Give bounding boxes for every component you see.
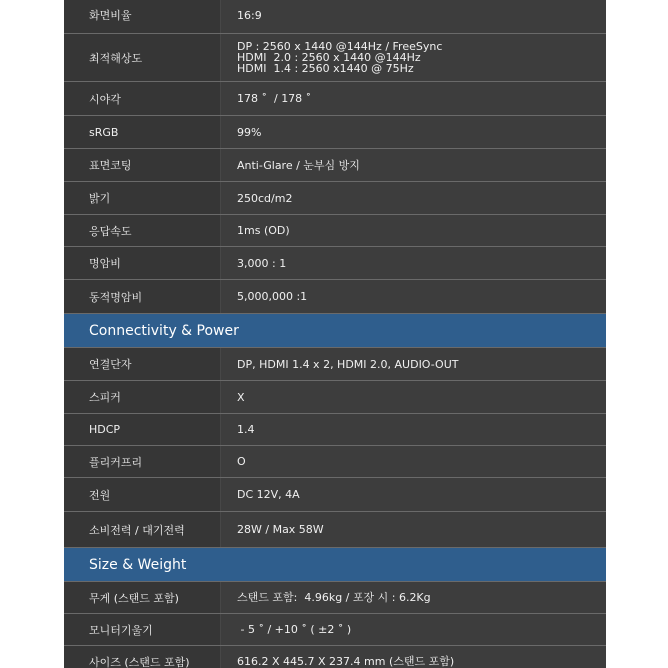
- spec-row: [64, 280, 606, 314]
- spec-value: [221, 0, 606, 33]
- spec-label: 표면코팅: [64, 149, 221, 181]
- spec-value-line: 5,000,000 :1: [237, 290, 308, 303]
- spec-row: [64, 381, 606, 414]
- spec-value: [221, 182, 606, 214]
- spec-row: [64, 446, 606, 478]
- spec-row: [64, 182, 606, 215]
- spec-value: [221, 646, 606, 668]
- spec-row: [64, 0, 606, 34]
- spec-value-line: - 5 ˚ / +10 ˚ ( ±2 ˚ ): [237, 623, 352, 636]
- section-header: Size & Weight: [64, 548, 606, 582]
- spec-value: [221, 247, 606, 279]
- spec-row: [64, 247, 606, 280]
- spec-value: [221, 82, 606, 115]
- spec-value-line: HDMI 2.0 : 2560 x 1440 @144Hz: [237, 51, 421, 64]
- spec-value-line: DP : 2560 x 1440 @144Hz / FreeSync: [237, 40, 443, 53]
- spec-label: 최적해상도: [64, 34, 221, 81]
- spec-sheet: [64, 0, 606, 668]
- spec-label: HDCP: [64, 414, 221, 445]
- spec-label: 동적명암비: [64, 280, 221, 313]
- spec-row: [64, 149, 606, 182]
- spec-row: [64, 614, 606, 646]
- spec-label: 소비전력 / 대기전력: [64, 512, 221, 547]
- spec-label: 모니터기울기: [64, 614, 221, 645]
- spec-value-line: 3,000 : 1: [237, 256, 287, 270]
- spec-row: [64, 646, 606, 668]
- spec-value: [221, 280, 606, 313]
- section-header: Connectivity & Power: [64, 314, 606, 348]
- spec-label: 명암비: [64, 247, 221, 279]
- spec-label: sRGB: [64, 116, 221, 148]
- spec-row: [64, 348, 606, 381]
- spec-label: 스피커: [64, 381, 221, 413]
- spec-value: [221, 116, 606, 148]
- spec-value-line: X: [237, 390, 245, 404]
- spec-value-line: HDMI 1.4 : 2560 x1440 @ 75Hz: [237, 62, 414, 75]
- spec-value: [221, 512, 606, 547]
- spec-value: [221, 381, 606, 413]
- spec-row: [64, 82, 606, 116]
- spec-value-line: 616.2 X 445.7 X 237.4 mm (스탠드 포함): [237, 655, 455, 668]
- spec-value-line: 스탠드 포함: 4.96kg / 포장 시 : 6.2Kg: [237, 591, 431, 604]
- spec-row: [64, 116, 606, 149]
- spec-row: [64, 512, 606, 548]
- spec-value: [221, 478, 606, 511]
- spec-label: 시야각: [64, 82, 221, 115]
- spec-value: [221, 614, 606, 645]
- spec-value-line: Anti-Glare / 눈부심 방지: [237, 158, 360, 172]
- spec-value-line: DP, HDMI 1.4 x 2, HDMI 2.0, AUDIO-OUT: [237, 357, 459, 371]
- spec-label: 밝기: [64, 182, 221, 214]
- spec-value-line: O: [237, 455, 246, 468]
- spec-value: [221, 414, 606, 445]
- spec-value: [221, 348, 606, 380]
- spec-label: 응답속도: [64, 215, 221, 246]
- spec-label: 전원: [64, 478, 221, 511]
- spec-value: [221, 446, 606, 477]
- spec-row: [64, 34, 606, 82]
- spec-value-line: 178 ˚ / 178 ˚: [237, 92, 312, 105]
- spec-row: [64, 478, 606, 512]
- spec-label: 플리커프리: [64, 446, 221, 477]
- spec-value: [221, 149, 606, 181]
- spec-value-line: 28W / Max 58W: [237, 523, 324, 536]
- spec-value-line: DC 12V, 4A: [237, 488, 300, 501]
- spec-value-line: 1ms (OD): [237, 224, 290, 237]
- spec-value-line: 1.4: [237, 423, 255, 436]
- spec-value-line: 250cd/m2: [237, 191, 293, 205]
- spec-label: 연결단자: [64, 348, 221, 380]
- spec-value: [221, 215, 606, 246]
- spec-row: [64, 215, 606, 247]
- spec-label: 사이즈 (스탠드 포함): [64, 646, 221, 668]
- spec-value-line: 99%: [237, 125, 262, 139]
- spec-value: [221, 582, 606, 613]
- spec-value-line: 16:9: [237, 8, 262, 22]
- spec-row: [64, 414, 606, 446]
- spec-label: 무게 (스탠드 포함): [64, 582, 221, 613]
- spec-label: 화면비율: [64, 0, 221, 33]
- spec-row: [64, 582, 606, 614]
- spec-value: [221, 34, 606, 81]
